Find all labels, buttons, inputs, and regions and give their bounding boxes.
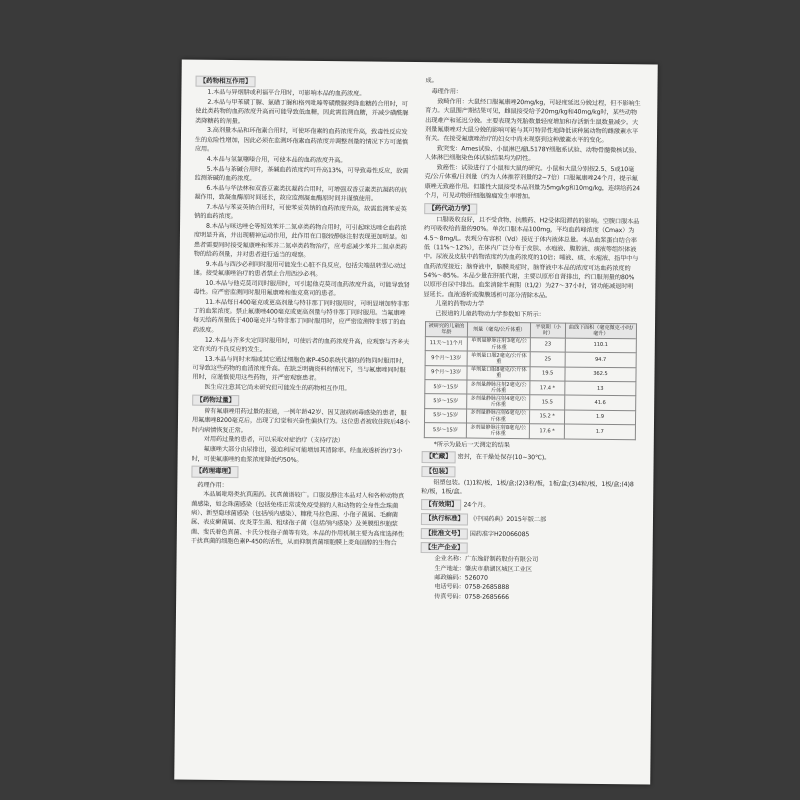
manufacturer-info xyxy=(434,555,636,604)
table-footnote: *所示为最后一天测定的结果 xyxy=(433,440,510,449)
company-fax: 传真号码：0758-2685666 xyxy=(434,592,509,601)
paragraph: 10.本品与他克莫司同时服用时，可引起他克莫司血药浓度升高，可能导致肾毒性。应严密监测同时服用氟康唑和他克莫司的患者。 xyxy=(193,279,410,298)
paragraph: 3.高剂量本品和环孢素合用时，可使环孢素的血药浓度升高，致毒性反应发生的危险性增加，因此必须在监测环孢素血药浓度并调整剂量的情况下方可谨慎应用。 xyxy=(194,127,409,153)
paragraph: 致癌性：试验进行了小鼠和大鼠的研究。小鼠和大鼠分别按2.5、5或10毫克/公斤体重/日剂量（约为人体推荐剂量的2~7倍）口服氟康唑24个月，提示氟康唑无致癌作用。但雄性大鼠接受本品剂量为5mg/kg和10mg/kg，连续给药24个月，可见动物肝细胞腺瘤发生率增加。 xyxy=(424,164,641,201)
column-header: 剂量（毫克/公斤体重） xyxy=(467,322,531,337)
paragraph: 5.本品与茶碱合用时，茶碱血药浓度约可升高13%，可导致毒性反应，故需监测茶碱的血药浓度。 xyxy=(194,165,409,183)
column-header: 被研究的儿童的年龄 xyxy=(425,322,467,337)
table-cell: 362.5 xyxy=(565,367,636,382)
table-row xyxy=(424,423,635,440)
table-cell: 17.4 * xyxy=(530,381,565,396)
table-cell: 多剂量静脉注射8毫克/公斤体重 xyxy=(466,423,530,438)
paragraph: 对用药过量的患者，可以采取对症治疗（支持疗法） xyxy=(203,436,344,445)
paragraph: 2.本品与甲苯磺丁脲、氯磺丁脲和格列吡嗪等磺酰脲类降血糖药合用时，可使此类药物的血药浓度升高而可能导致低血糖，因此需监测血糖，并减少磺酰脲类降糖药的剂量。 xyxy=(195,98,409,125)
validity-text: 24个月。 xyxy=(463,501,490,509)
paragraph: 已报道的儿童药物动力学参数如下所示： xyxy=(435,310,545,319)
section-heading-storage: 【贮藏】 xyxy=(422,452,456,464)
table-cell: 5岁～15岁 xyxy=(425,394,467,409)
left-column xyxy=(191,74,414,549)
paragraph: 7.本品与苯妥英钠合用时，可使苯妥英钠的血药浓度升高，故需监测苯妥英钠的血药浓度。 xyxy=(194,203,407,221)
table-cell: 15.2 * xyxy=(530,410,565,425)
table-cell: 单剂量口服2毫克/公斤体重 xyxy=(467,351,531,366)
paragraph: 1.本品与异烟肼或利福平合用时，可影响本品的血药浓度。 xyxy=(207,89,366,98)
storage-text: 密封，在干燥处保存(10~30℃)。 xyxy=(457,453,551,462)
section-heading-standard: 【执行标准】 xyxy=(421,514,468,526)
section-heading-pharmacokinetics: 【药代动力学】 xyxy=(424,203,478,215)
table-cell: 多剂量静脉注射6毫克/公斤体重 xyxy=(466,409,530,424)
paragraph: 12.本品与齐多夫定同时服用时，可使后者的血药浓度升高，应观察与齐多夫定有关的不良反应的发生。 xyxy=(192,336,410,354)
paragraph: 8.本品与咪达唑仑等短效苯并二氮卓类药物合用时，可引起咪达唑仑血药浓度明显升高，并出现精神运动作用，此作用在口服较静脉注射表现更加明显。如患者需要同时接受氟康唑和苯并二氮卓类药物治疗，应考虑减少苯并二氮卓类药物的给药剂量，并对患者进行适当的观察。 xyxy=(193,222,408,259)
table-cell: 23 xyxy=(531,338,566,353)
table-cell: 单剂量静脉注射3毫克/公斤体重 xyxy=(467,337,531,352)
table-cell: 5岁～15岁 xyxy=(424,408,466,423)
paragraph: 口服吸收良好，且不受食物、抗酸药、H2受体阻滞药的影响。空腹口服本品约可吸收给药量的90%。单次口服本品100mg，平均血药峰浓度（Cmax）为4.5～8mg/L。表观分布容积（Vd）接近于体内液体总量。本品血浆蛋白结合率低（11%～12%），在体内广泛分布于皮肤、水疱液、腹腔液、痰液等组织体液中。尿液及皮肤中药物浓度约为血药浓度的10倍；唾液、痰、水疱液、指甲中与血药浓度接近；脑脊液中，脑膜炎症时，脑脊液中本品的浓度可达血药浓度的54%～85%。本品少量在肝脏代谢，主要以原形自肾排出，约口服剂量的80%以原形自尿中排出。血浆消除半衰期（t1/2）为27～37小时，肾功能减退时明显延长。血液透析或腹膜透析可部分清除本品。 xyxy=(423,216,640,299)
paragraph: 6.本品与华法林和双香豆素类抗凝药合用时，可增强双香豆素类抗凝药的抗凝作用，致凝血酶原时间延长，故应监测凝血酶原时间并谨慎使用。 xyxy=(194,184,407,203)
table-cell: 15.5 xyxy=(530,395,565,410)
company-phone: 电话号码：0758-2685888 xyxy=(434,583,510,592)
section-heading-approval: 【批准文号】 xyxy=(421,528,468,540)
company-name: 企业名称：广东逸舒制药股份有限公司 xyxy=(434,555,539,564)
table-cell: 9个月～13岁 xyxy=(425,351,467,366)
table-cell: 13 xyxy=(565,381,636,396)
table-cell: 9个月～13岁 xyxy=(425,365,467,380)
paragraph: 氟康唑大部分由尿排出，强迫利尿可能增加其清除率。经血液透析治疗3小时，可使氟康唑的血浆浓度降低约50%。 xyxy=(191,446,403,464)
section-heading-validity: 【有效期】 xyxy=(421,499,462,511)
paragraph: 致突变：Ames试验、小鼠淋巴瘤L5178Y细胞系试验、动物骨髓微核试验、人体淋巴细胞染色体试验结果均为阴性。 xyxy=(424,145,641,163)
table-cell: 5岁～15岁 xyxy=(425,380,467,395)
paragraph: 本品属吡咯类抗真菌药。抗真菌谱较广。口服及静注本品对人和各种动物真菌感染，如念珠菌感染（包括免疫正常或免疫受损的人和动物的全身性念珠菌病）、新型隐球菌感染（包括颅内感染）、糠秕马拉色菌、小孢子菌属、毛癣菌属、表皮癣菌属、皮炎芽生菌、粗球孢子菌（包括颅内感染）及荚膜组织胞浆菌、斐氏着色真菌、卡氏分枝孢子菌等有效。本品的作用机制主要为高度选择性干扰真菌的细胞色素P-450的活性，从而抑制真菌细胞膜上麦角固醇的生物合 xyxy=(190,491,405,547)
section-heading-manufacturer: 【生产企业】 xyxy=(421,542,468,554)
paragraph: 医生应注意其它尚未研究但可能发生的药物相互作用。 xyxy=(204,383,351,393)
paragraph: 致畸作用：大鼠经口服氟康唑20mg/kg，可轻度延迟分娩过程，但不影响生育力。大鼠围产期结果可见，雌鼠接受给予20mg/kg和40mg/kg时，某些动物出现难产和延迟分娩。主要表现为死胎数量轻度增加和存活新生鼠数量减少。大剂量氟康唑对大鼠分娩的影响可能与其可特异性地降低该种属动物的雌激素水平有关。在接受氟康唑治疗的妇女中尚未观察到这种激素水平的变化。 xyxy=(424,98,641,145)
standard-text: 《中国药典》2015年版二部 xyxy=(469,516,547,524)
table-cell: 41.6 xyxy=(564,396,635,411)
section-heading-package: 【包装】 xyxy=(421,466,455,478)
section-heading-interactions: 【药物相互作用】 xyxy=(195,76,255,88)
paragraph: 11.本品每日400毫克或更高剂量与特非那丁同时服用时，可明显增加特非那丁的血浆浓度。禁止氟康唑400毫克或更高剂量与特非那丁同时服用。当氟康唑每天给药剂量低于400毫克并与特非那丁同时服用时，应严密监测特非那丁的血药浓度。 xyxy=(192,298,409,334)
paragraph: 13.本品与同时末端或其它通过细胞色素P-450系统代谢的药物同时服用时，可导致这些药物的血清浓度升高。在缺乏明确资料的情况下，当与氟康唑同时服用时，应谨慎使用这些药物，并严密观察患者。 xyxy=(192,355,408,383)
column-header: 曲线下面积（毫克微克·小时/毫升） xyxy=(565,323,636,338)
paragraph: 曾有氟康唑用药过量的报道，一例年龄42岁、因艾滋病病毒感染的患者，服用氟康唑8200毫克后，出现了幻觉和兴奋性偏执行为。这位患者被收住院后48小时内病情恢复正常。 xyxy=(191,407,410,434)
section-heading-pharmacology: 【药理毒理】 xyxy=(191,466,238,478)
paragraph: 儿童的药物动力学 xyxy=(435,300,484,309)
table-cell: 5岁～15岁 xyxy=(424,423,466,438)
leaflet-page xyxy=(174,60,658,785)
table-cell: 94.7 xyxy=(565,352,636,367)
table-cell: 多剂量静脉注射2毫克/公斤体重 xyxy=(467,380,531,395)
table-cell: 17.6 * xyxy=(530,424,565,439)
table-cell: 单剂量口服8毫克/公斤体重 xyxy=(467,366,531,381)
company-postcode: 邮政编码：526070 xyxy=(434,574,488,582)
table-cell: 1.9 xyxy=(564,410,635,425)
paragraph: 9.本品与西沙必利同时服用可能发生心脏不良反应，包括尖端扭转型心动过速。接受氟康唑治疗的患者禁止合用西沙必利。 xyxy=(193,260,407,278)
paragraph: 4.本品与氢氯噻嗪合用，可使本品的血药浓度升高。 xyxy=(206,155,347,165)
subheading-toxicology: 毒理作用： xyxy=(431,88,462,96)
company-address: 生产地址：肇庆市鼎湖区城区工业区 xyxy=(434,564,532,573)
right-column xyxy=(420,76,641,603)
approval-number: 国药准字H20066085 xyxy=(469,530,530,538)
section-heading-overdose: 【药物过量】 xyxy=(192,394,239,406)
table-cell: 110.1 xyxy=(565,338,636,353)
table-cell: 1.7 xyxy=(564,424,635,439)
table-cell: 25 xyxy=(530,352,565,367)
package-text: 铝塑包装。(1)1粒/板，1板/盒;(2)3粒/板，1板/盒;(3)4粒/板，1板/盒;(4)8粒/板，1板/盒。 xyxy=(421,479,634,496)
table-cell: 多剂量静脉注射4毫克/公斤体重 xyxy=(467,394,531,409)
subheading-pharmacology-action: 药理作用： xyxy=(197,481,228,489)
column-header: 半衰期（小时） xyxy=(531,323,566,338)
table-cell: 11天～11个月 xyxy=(425,336,467,351)
table-cell: 19.5 xyxy=(530,366,565,381)
continuation-text: 成。 xyxy=(425,77,438,85)
pediatric-pk-table xyxy=(424,322,637,440)
